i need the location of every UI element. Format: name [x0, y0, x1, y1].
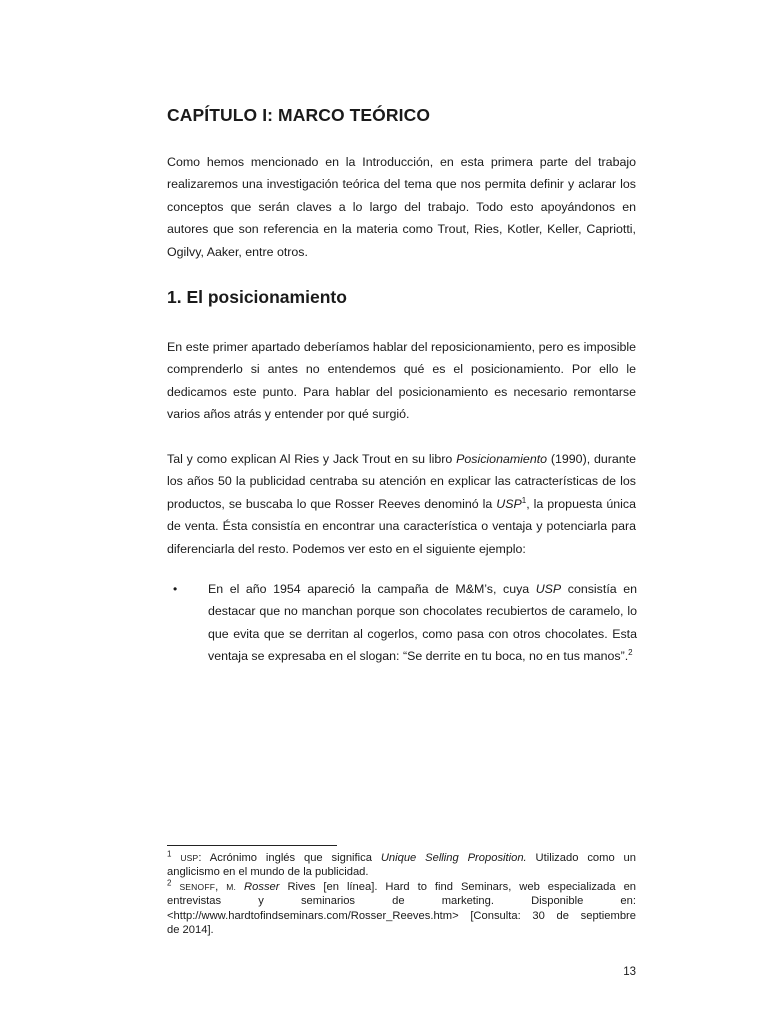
history-paragraph — [167, 448, 636, 560]
footnote-1-cont: anglicismo en el mundo de la publicidad. — [167, 866, 369, 879]
bullet-text — [208, 578, 637, 668]
paragraph-line: realizaremos una investigación teórica del tema que nos permita definir y aclarar los — [167, 177, 636, 192]
footnote-number: 2 — [167, 878, 172, 888]
paragraph-line: diferenciarla del resto. Podemos ver esto en el siguiente ejemplo: — [167, 541, 526, 556]
usp-term: USP — [535, 582, 562, 596]
text-run: : Acrónimo inglés que significa — [198, 852, 381, 864]
bullet-icon: • — [173, 582, 178, 596]
bullet-line: que evita que se derritan al cogerlos, como pasa con otros chocolates. Esta — [208, 626, 637, 641]
footnote-2 — [167, 880, 636, 894]
text-run: En el año 1954 apareció la campaña de M&M’s, cuya — [208, 582, 536, 596]
paragraph-line: autores que son referencia en la materia como Trout, Ries, Kotler, Keller, Capriotti, — [167, 222, 636, 237]
page-number: 13 — [623, 966, 636, 978]
bullet-line — [208, 578, 637, 600]
paragraph-line — [167, 448, 636, 470]
paragraph-line: Como hemos mencionado en la Introducción, en esta primera parte del trabajo — [167, 155, 636, 169]
usp-term: USP — [496, 496, 522, 511]
footnote-1 — [167, 851, 636, 865]
paragraph-line: varios años atrás y entender por qué surgió. — [167, 407, 410, 422]
paragraph-line — [167, 493, 636, 515]
footnote-2-link[interactable]: <http://www.hardtofindseminars.com/Rosser_Reeves.htm> [Consulta: 30 de septiembre — [167, 909, 636, 922]
intro-paragraph — [167, 151, 636, 263]
footnote-ref-1[interactable]: 1 — [521, 495, 527, 505]
footnote-2-cont: de 2014]. — [167, 924, 214, 937]
paragraph-line: los años 50 la publicidad centraba su atención en explicar las catracterísticas de los — [167, 474, 636, 489]
paragraph-line: Ogilvy, Aaker, entre otros. — [167, 244, 308, 259]
text-run: ventaja se expresaba en el slogan: “Se derrite en tu boca, no en tus manos”. — [208, 649, 629, 664]
paragraph-line: conceptos que serán claves a lo largo del trabajo. Todo esto apoyándonos en — [167, 199, 636, 214]
footnote-2-cont: entrevistas y seminarios de marketing. Disponible en: — [167, 895, 636, 908]
footnote-divider — [167, 845, 337, 846]
book-title: Posicionamiento — [456, 452, 548, 466]
text-run: consistía en — [561, 582, 637, 596]
text-run: Rosser — [244, 880, 280, 893]
text-run: Utilizado como un — [526, 852, 636, 864]
text-run: (1990), durante — [547, 452, 636, 466]
text-run: Rives [en línea]. Hard to find Seminars, web especializada en — [279, 880, 637, 893]
text-run: Tal y como explican Al Ries y Jack Trout en su libro — [167, 452, 457, 466]
paragraph-line: En este primer apartado deberíamos hablar del reposicionamiento, pero es imposible — [167, 340, 636, 354]
text-run: , — [215, 880, 227, 893]
section-title: 1. El posicionamiento — [167, 287, 347, 307]
text-run: Unique Selling Proposition. — [380, 852, 527, 864]
paragraph-line: dedicamos este punto. Para hablar del posicionamiento es necesario remontarse — [167, 384, 636, 399]
text-run: M. — [226, 881, 237, 892]
text-run: SENOFF — [179, 881, 216, 892]
text-run: productos, se buscaba lo que Rosser Reeves denominó la — [167, 496, 497, 511]
positioning-paragraph — [167, 336, 636, 426]
paragraph-line: de venta. Ésta consistía en encontrar una característica o ventaja y potenciarla para — [167, 519, 636, 534]
footnote-ref-2[interactable]: 2 — [628, 648, 633, 658]
text-run: , la propuesta única — [526, 496, 636, 511]
text-run: USP — [180, 853, 199, 863]
chapter-title: CAPÍTULO I: MARCO TEÓRICO — [167, 105, 431, 125]
bullet-line — [208, 645, 637, 667]
paragraph-line: comprenderlo si antes no entendemos qué es el posicionamiento. Por ello le — [167, 362, 636, 377]
footnotes — [167, 851, 636, 937]
bullet-line: destacar que no manchan porque son chocolates recubiertos de caramelo, lo — [208, 604, 637, 619]
footnote-number: 1 — [167, 849, 172, 859]
